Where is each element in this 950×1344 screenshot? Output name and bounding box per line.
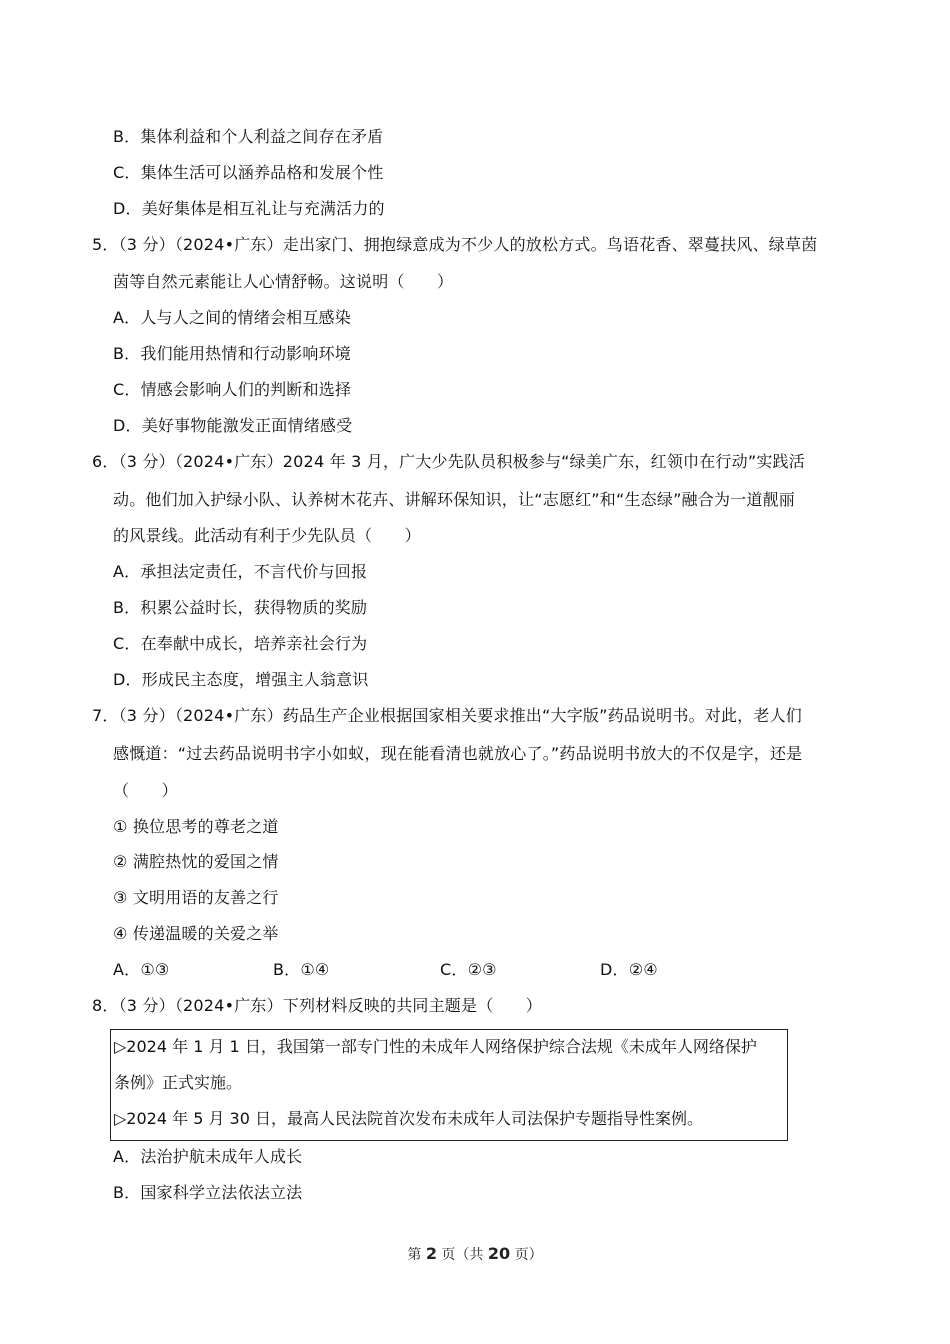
q5-option-b: B．我们能用热情和行动影响环境 (113, 344, 351, 363)
q5-option-d: D．美好事物能激发正面情绪感受 (113, 416, 353, 435)
q8-stem: 8．（3 分）（2024•广东）下列材料反映的共同主题是（ ） (92, 996, 543, 1015)
q6-stem-line3: 的风景线。此活动有利于少先队员（ ） (113, 526, 421, 545)
q5-stem-line1: 5．（3 分）（2024•广东）走出家门、拥抱绿意成为不少人的放松方式。鸟语花香、翠蔓扶风、绿草茵 (92, 235, 818, 254)
q4-option-c: C．集体生活可以涵养品格和发展个性 (113, 163, 384, 182)
q7-stem-line1: 7．（3 分）（2024•广东）药品生产企业根据国家相关要求推出“大字版”药品说明书。对此，老人们 (92, 706, 802, 725)
q7-item-2: ② 满腔热忱的爱国之情 (113, 852, 279, 871)
q8-material-line3: ▷2024 年 5 月 30 日，最高人民法院首次发布未成年人司法保护专题指导性案例。 (114, 1109, 703, 1128)
q5-option-c: C．情感会影响人们的判断和选择 (113, 380, 352, 399)
q6-option-b: B．积累公益时长，获得物质的奖励 (113, 598, 368, 617)
q6-stem-line2: 动。他们加入护绿小队、认养树木花卉、讲解环保知识，让“志愿红”和“生态绿”融合为一道靓丽 (113, 490, 795, 509)
q8-material-box (110, 1029, 788, 1141)
q7-item-4: ④ 传递温暖的关爱之举 (113, 924, 279, 943)
q7-stem-line3: （ ） (113, 781, 178, 800)
q7-choice-b: B．①④ (273, 960, 330, 979)
q4-option-d: D．美好集体是相互礼让与充满活力的 (113, 199, 385, 218)
footer-total-pages: 20 (487, 1244, 511, 1263)
q6-option-d: D．形成民主态度，增强主人翁意识 (113, 670, 369, 689)
q6-option-a: A．承担法定责任，不言代价与回报 (113, 562, 368, 581)
page-footer (0, 1244, 950, 1265)
footer-prefix: 第 (407, 1247, 426, 1263)
q7-choice-c: C．②③ (440, 960, 497, 979)
q8-option-a: A．法治护航未成年人成长 (113, 1147, 303, 1166)
q8-material-line2: 条例》正式实施。 (114, 1073, 243, 1092)
footer-suffix: 页） (510, 1247, 543, 1263)
q7-item-1: ① 换位思考的尊老之道 (113, 817, 279, 836)
footer-page-number: 2 (425, 1244, 437, 1263)
q5-option-a: A．人与人之间的情绪会相互感染 (113, 308, 351, 327)
q6-stem-line1: 6．（3 分）（2024•广东）2024 年 3 月，广大少先队员积极参与“绿美广东，红领巾在行动”实践活 (92, 452, 805, 471)
q7-choices-row (0, 960, 950, 980)
q4-option-b: B．集体利益和个人利益之间存在矛盾 (113, 127, 384, 146)
q7-choice-d: D．②④ (600, 960, 658, 979)
q6-option-c: C．在奉献中成长，培养亲社会行为 (113, 634, 368, 653)
q7-item-3: ③ 文明用语的友善之行 (113, 888, 279, 907)
q7-choice-a: A．①③ (113, 960, 170, 979)
q8-material-line1: ▷2024 年 1 月 1 日，我国第一部专门性的未成年人网络保护综合法规《未成年人网络保护 (114, 1037, 757, 1056)
q5-stem-line2: 茵等自然元素能让人心情舒畅。这说明（ ） (113, 272, 454, 291)
footer-middle: 页（共 (436, 1247, 488, 1263)
q7-stem-line2: 感慨道：“过去药品说明书字小如蚁，现在能看清也就放心了。”药品说明书放大的不仅是字，还是 (113, 744, 803, 763)
q8-option-b: B．国家科学立法依法立法 (113, 1183, 303, 1202)
